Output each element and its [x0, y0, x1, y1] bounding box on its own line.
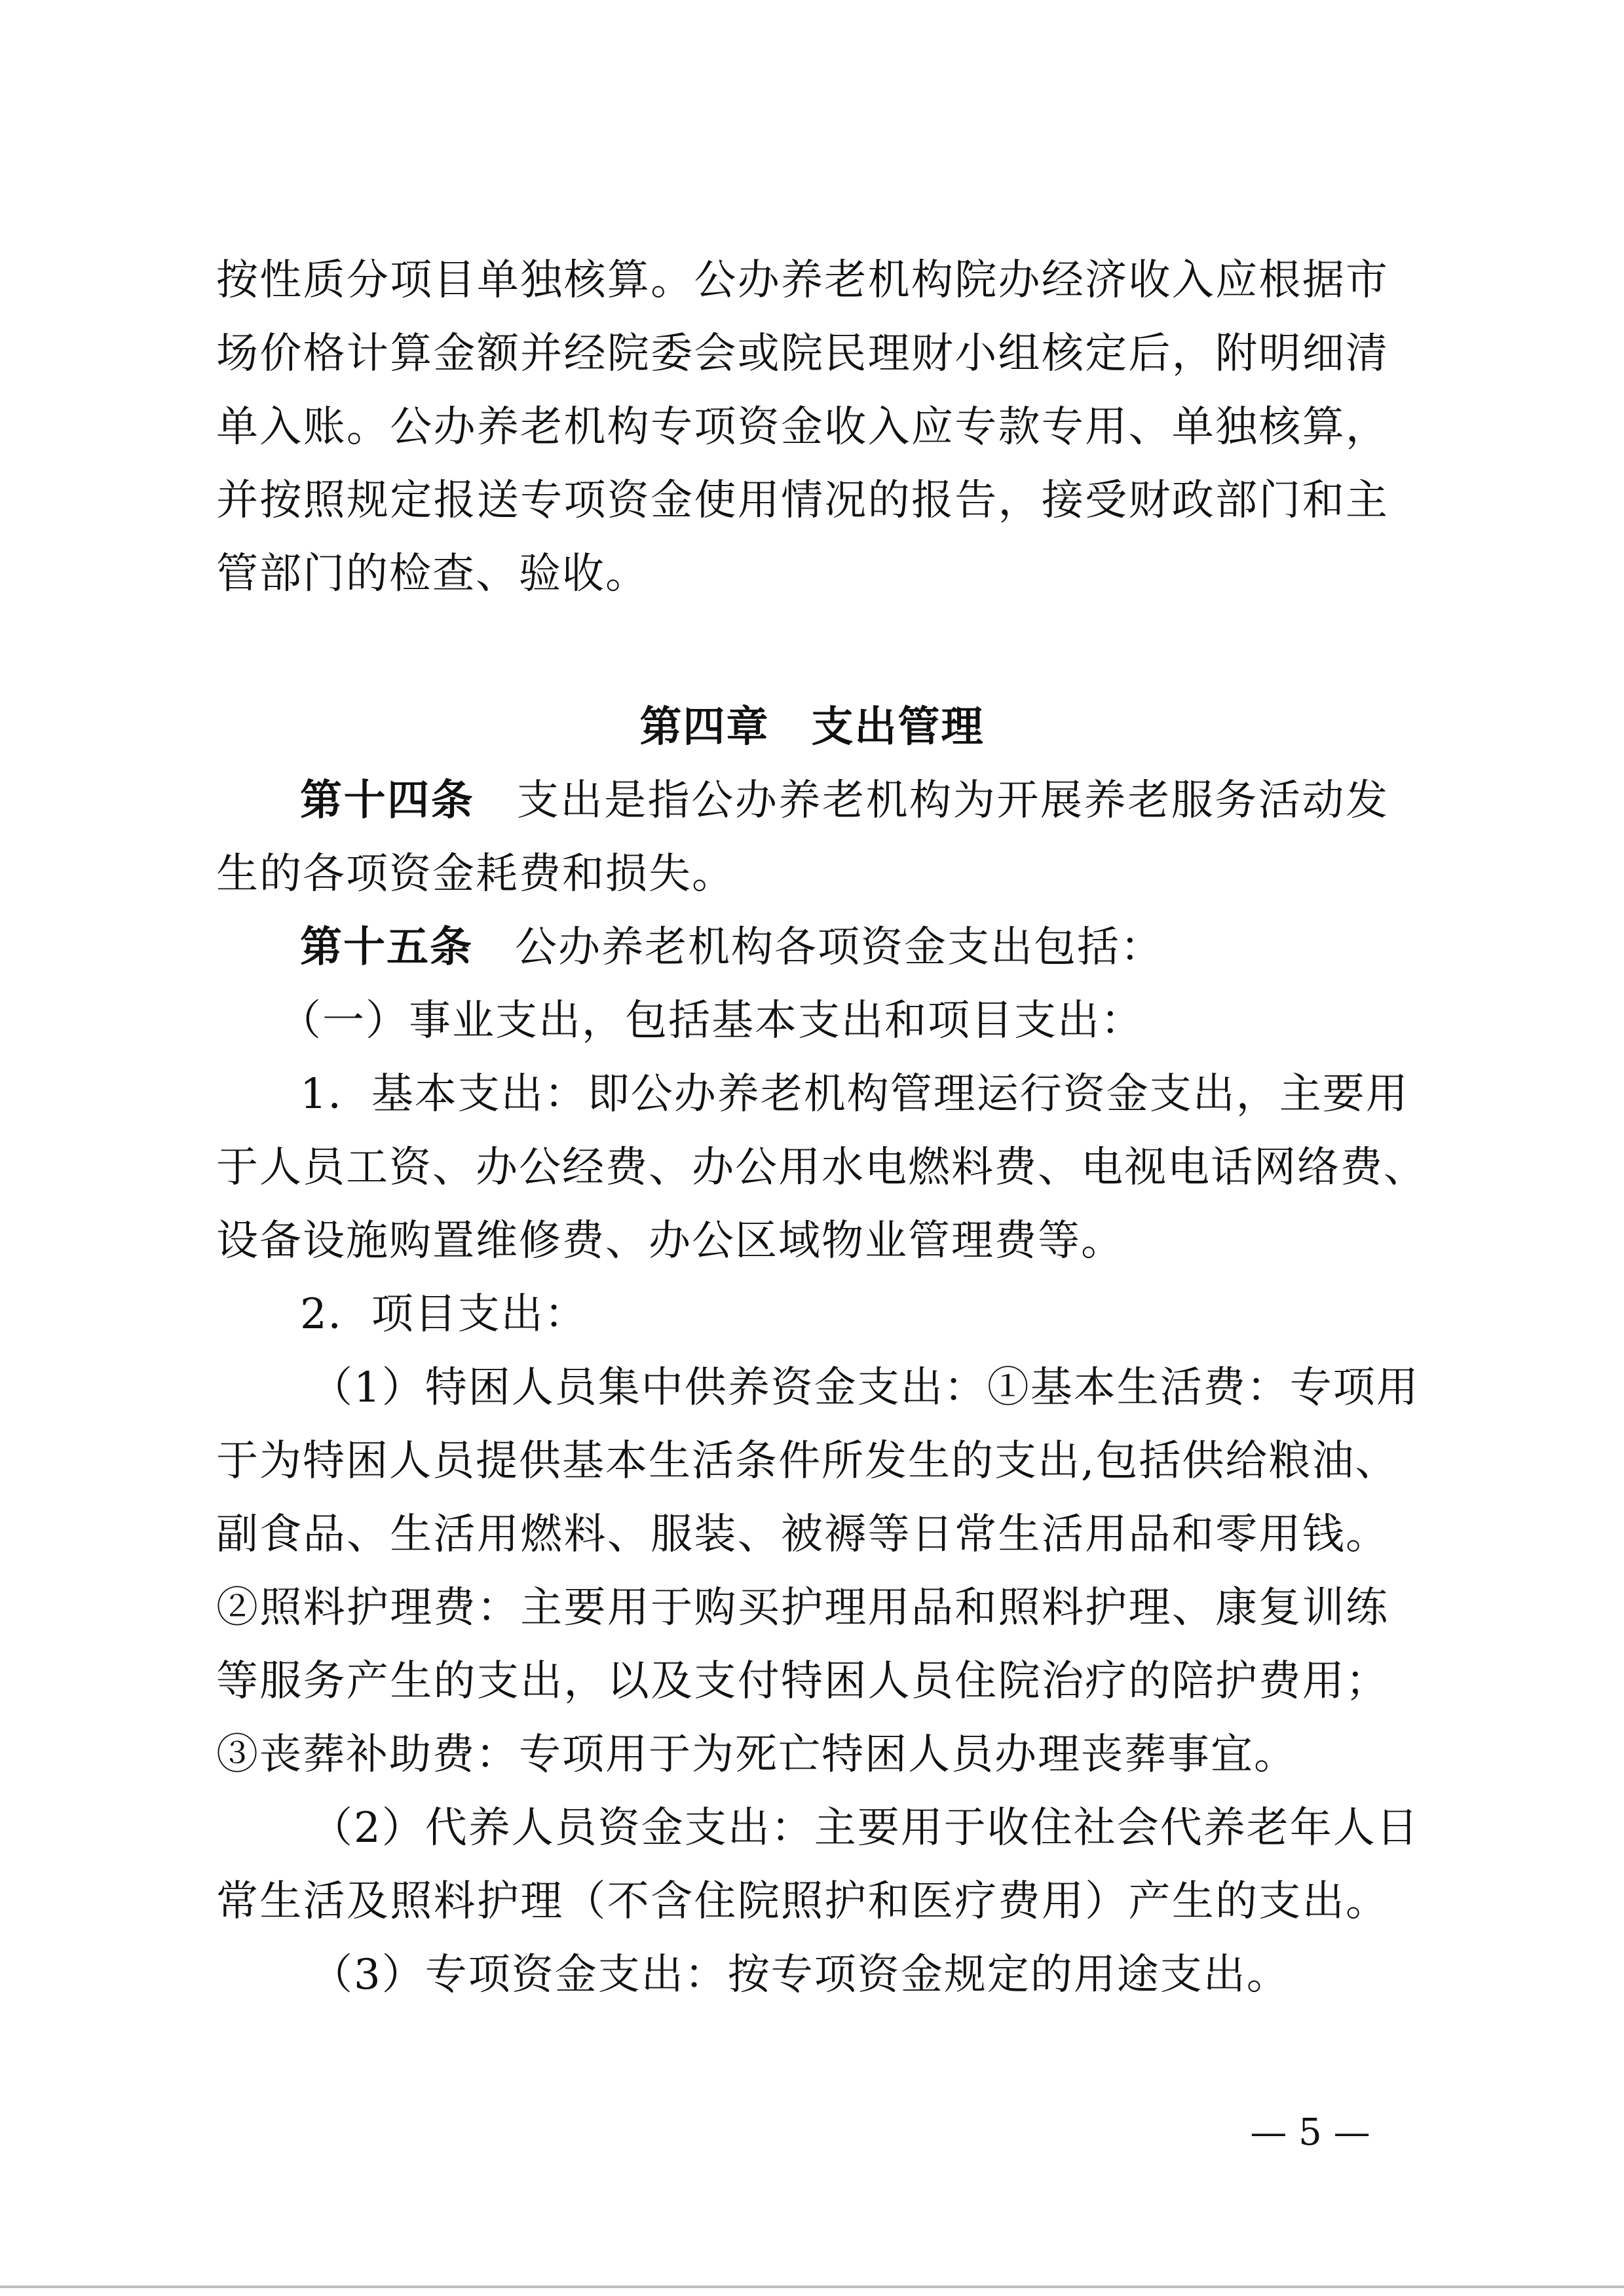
article-14-line-2: 生的各项资金耗费和损失。 — [216, 850, 735, 898]
text-line: ②照料护理费：主要用于购买护理用品和照料护理、康复训练 — [216, 1584, 1389, 1632]
chapter-number: 第四章 — [639, 702, 770, 752]
text-line: ③丧葬补助费：专项用于为死亡特困人员办理丧葬事宜。 — [216, 1731, 1297, 1779]
text-line: 常生活及照料护理（不含住院照护和医疗费用）产生的支出。 — [216, 1877, 1389, 1926]
article-15-text: 公办养老机构各项资金支出包括： — [515, 923, 1163, 972]
article-15-label: 第十五条 — [300, 923, 473, 972]
text-line: （1）特困人员集中供养资金支出：①基本生活费：专项用 — [311, 1364, 1420, 1412]
text-line: 管部门的检查、验收。 — [216, 550, 649, 598]
article-14-label: 第十四条 — [300, 776, 475, 825]
text-line: 副食品、生活用燃料、服装、被褥等日常生活用品和零用钱。 — [216, 1510, 1389, 1559]
text-line: 于为特困人员提供基本生活条件所发生的支出,包括供给粮油、 — [216, 1437, 1399, 1485]
article-14-text: 支出是指公办养老机构为开展养老服务活动发 — [516, 776, 1389, 825]
chapter-heading — [0, 701, 1624, 754]
page-bottom-edge — [0, 2286, 1624, 2288]
text-line: 1．基本支出：即公办养老机构管理运行资金支出，主要用 — [300, 1070, 1409, 1119]
text-line: 设备设施购置维修费、办公区域物业管理费等。 — [216, 1217, 1124, 1265]
text-line: 2．项目支出： — [300, 1290, 588, 1339]
text-line: 并按照规定报送专项资金使用情况的报告，接受财政部门和主 — [216, 476, 1389, 525]
text-line: 等服务产生的支出，以及支付特困人员住院治疗的陪护费用； — [216, 1657, 1389, 1706]
page-number: — 5 — — [1250, 2111, 1370, 2154]
text-line: （一）事业支出，包括基本支出和项目支出： — [279, 997, 1144, 1045]
article-14-line-1 — [216, 775, 1389, 827]
text-line: 场价格计算金额并经院委会或院民理财小组核定后，附明细清 — [216, 330, 1389, 378]
chapter-title: 支出管理 — [811, 702, 985, 752]
article-15-line-1 — [216, 921, 1389, 974]
text-line: 于人员工资、办公经费、办公用水电燃料费、电视电话网络费、 — [216, 1143, 1427, 1192]
text-line: 单入账。公办养老机构专项资金收入应专款专用、单独核算， — [216, 403, 1389, 451]
text-line: 按性质分项目单独核算。公办养老机构院办经济收入应根据市 — [216, 256, 1389, 305]
text-line: （3）专项资金支出：按专项资金规定的用途支出。 — [311, 1951, 1290, 1999]
text-line: （2）代养人员资金支出：主要用于收住社会代养老年人日 — [311, 1804, 1420, 1852]
